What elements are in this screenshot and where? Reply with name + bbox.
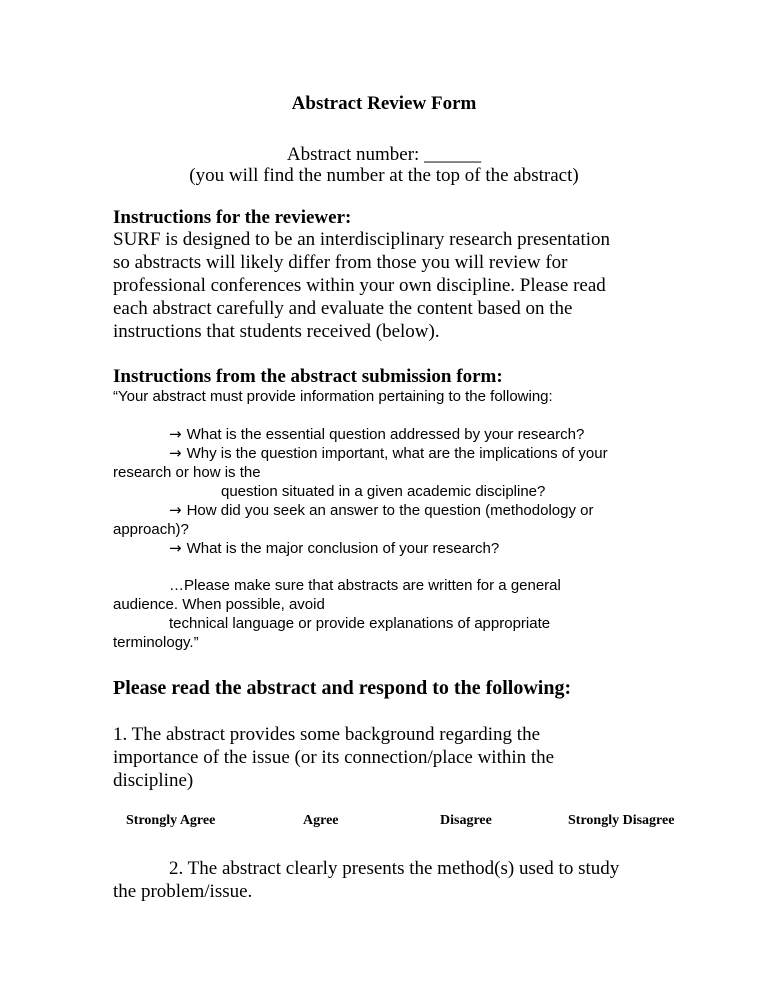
review-item-2-line: 2. The abstract clearly presents the method(s) used to study <box>169 858 620 879</box>
scale-option-agree[interactable]: Agree <box>303 813 339 828</box>
question-text-continued: question situated in a given academic discipline? <box>221 483 546 500</box>
reviewer-instructions-line: so abstracts will likely differ from those you will review for <box>113 252 568 273</box>
arrow-right-icon: → <box>169 425 182 443</box>
submission-note-line: audience. When possible, avoid <box>113 596 325 613</box>
question-item <box>169 501 593 520</box>
question-text-continued: research or how is the <box>113 464 261 481</box>
question-item <box>169 539 499 558</box>
arrow-right-icon: → <box>169 539 182 557</box>
reviewer-instructions-line: each abstract carefully and evaluate the content based on the <box>113 298 573 319</box>
form-title: Abstract Review Form <box>291 93 477 114</box>
question-text-continued: approach)? <box>113 521 189 538</box>
review-item-1-line: discipline) <box>113 770 194 791</box>
reviewer-instructions-heading: Instructions for the reviewer: <box>113 207 352 228</box>
submission-instructions-heading: Instructions from the abstract submission form: <box>113 366 503 387</box>
scale-option-strongly-agree[interactable]: Strongly Agree <box>126 813 216 828</box>
submission-note-line: …Please make sure that abstracts are written for a general <box>169 577 561 594</box>
arrow-right-icon: → <box>169 444 182 462</box>
submission-note-line: technical language or provide explanations of appropriate <box>169 615 551 632</box>
review-item-1-line: 1. The abstract provides some background regarding the <box>113 724 541 745</box>
reviewer-instructions-line: SURF is designed to be an interdisciplinary research presentation <box>113 229 611 250</box>
question-text: How did you seek an answer to the question (methodology or <box>186 502 594 519</box>
question-item <box>169 425 584 444</box>
review-item-2-line: the problem/issue. <box>113 881 253 902</box>
arrow-right-icon: → <box>169 501 182 519</box>
abstract-number-field: Abstract number: ______ <box>286 144 482 165</box>
question-item <box>169 444 608 463</box>
scale-option-strongly-disagree[interactable]: Strongly Disagree <box>568 813 675 828</box>
question-text: What is the essential question addressed by your research? <box>186 426 585 443</box>
review-item-1-line: importance of the issue (or its connection/place within the <box>113 747 555 768</box>
submission-note-line: terminology.” <box>113 634 199 651</box>
abstract-number-note: (you will find the number at the top of the abstract) <box>189 165 579 186</box>
scale-option-disagree[interactable]: Disagree <box>440 813 492 828</box>
question-text: What is the major conclusion of your research? <box>186 540 500 557</box>
reviewer-instructions-line: professional conferences within your own discipline. Please read <box>113 275 606 296</box>
reviewer-instructions-line: instructions that students received (below). <box>113 321 440 342</box>
question-text: Why is the question important, what are the implications of your <box>186 445 608 462</box>
review-heading: Please read the abstract and respond to the following: <box>113 677 572 699</box>
submission-instructions-intro: “Your abstract must provide information pertaining to the following: <box>113 388 553 405</box>
